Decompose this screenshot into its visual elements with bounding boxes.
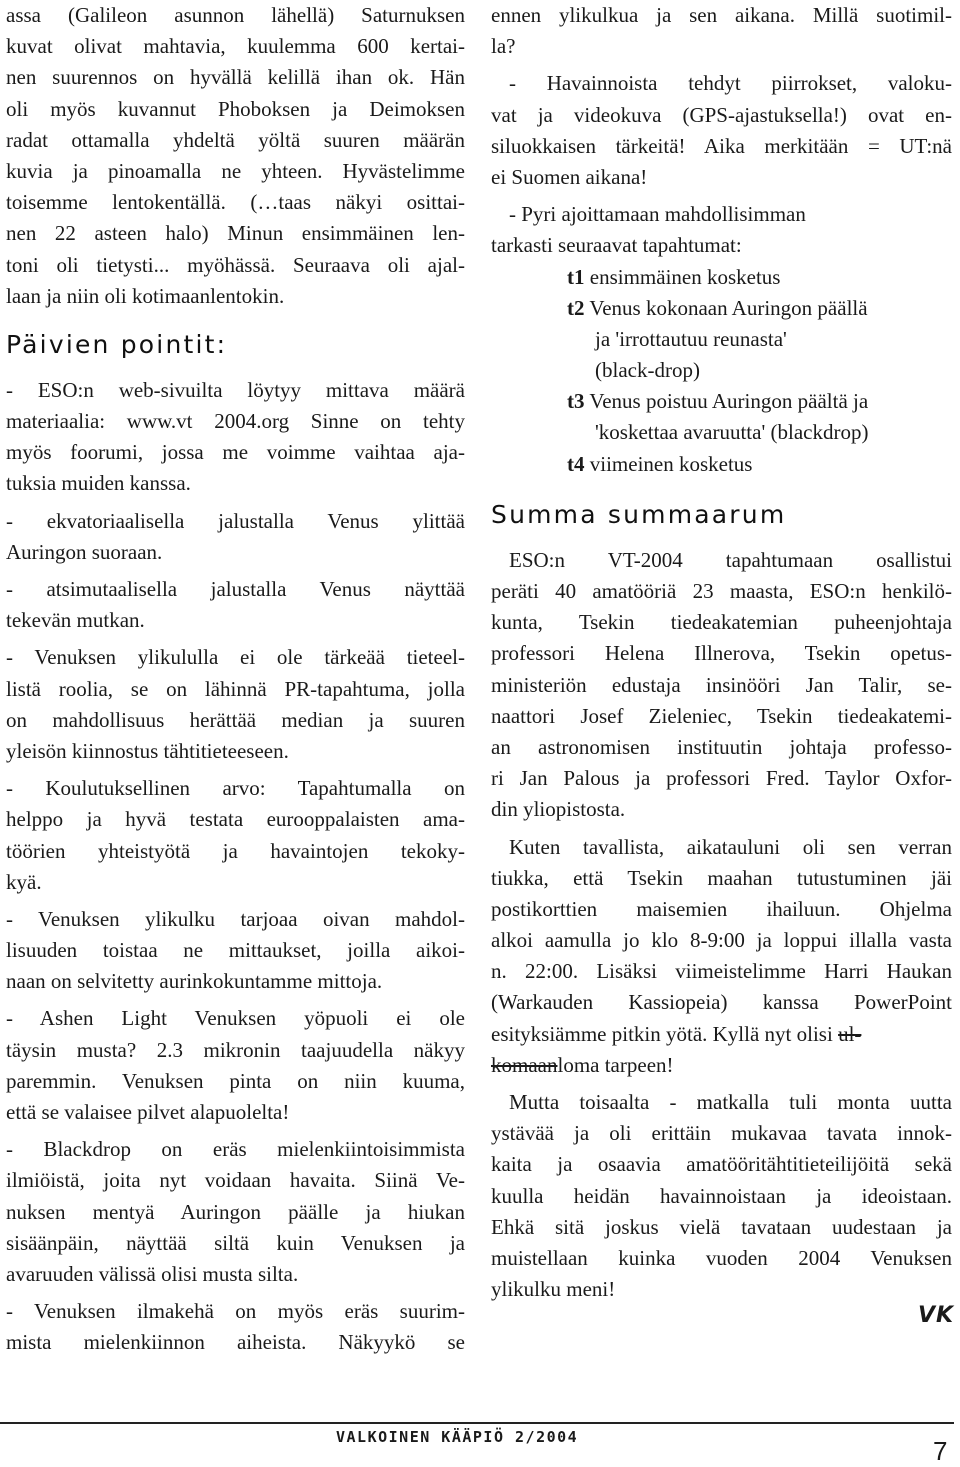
event-text: ensimmäinen kosketus (584, 264, 781, 289)
event-t3 (491, 386, 952, 417)
section-heading-paivien-pointit: Päivien pointit: (6, 329, 228, 359)
text-line: että se valaisee pilvet alapuolelta! (6, 1100, 290, 1124)
event-text: Venus kokonaan Auringon päällä (584, 295, 868, 320)
text-line: tuksia muiden kanssa. (6, 471, 191, 496)
text-line: tarkasti seuraavat tapahtumat: (491, 233, 742, 258)
text-line: ministeriön edustaja insinööri Jan Talir, se- (491, 672, 952, 697)
text-line: - Venuksen ylikululla ei ole tärkeää tieteel- (6, 645, 465, 670)
text-line (491, 1019, 952, 1050)
text-line: kyä. (6, 869, 42, 894)
text-line: mista mielenkiinnon aiheista. Näkyykö se (6, 1330, 465, 1355)
text-line: Mutta toisaalta - matkalla tuli monta uutta (509, 1090, 952, 1114)
left-column (6, 0, 465, 1359)
text-line: din yliopistosta. (491, 797, 626, 822)
text-line: kaita ja osaavia amatööritähtitieteilijöitä sekä (491, 1152, 952, 1177)
text-line: muistellaan kuinka vuoden 2004 Venuksen (491, 1245, 952, 1270)
text-line: oli myös kuvannut Phoboksen ja Deimoksen (6, 96, 465, 121)
text-line: tiukka, että Tsekin maahan tutustuminen jäi (491, 865, 952, 890)
text-line: avaruuden välissä olisi musta silta. (6, 1261, 299, 1286)
event-t2 (491, 293, 952, 324)
event-label: t2 (567, 295, 585, 320)
text-line: an astronomisen instituutin johtaja professo- (491, 734, 952, 759)
text-line: tekevän mutkan. (6, 608, 145, 633)
text-line: vat ja videokuva (GPS-ajastuksella!) ovat en- (491, 102, 952, 127)
text-line: - Blackdrop on eräs mielenkiintoisimmista (6, 1137, 465, 1162)
text-line: - Havainnoista tehdyt piirrokset, valoku- (509, 71, 952, 96)
text-line: Ehkä sitä joskus vielä tavataan uudestaan ja (491, 1214, 952, 1239)
text-line: töörien yhteistyötä ja havaintojen tekoky- (6, 838, 465, 863)
text-line: laan ja niin oli kotimaanlentokin. (6, 283, 285, 308)
text-line: kuulla heidän havainnoistaan ja ideoistaan. (491, 1183, 952, 1208)
text-line: naan on selvitetty aurinkokuntamme mittoja. (6, 969, 383, 994)
struck-text: komaan (491, 1052, 558, 1077)
event-text: viimeinen kosketus (584, 451, 753, 476)
event-text: Venus poistuu Auringon päältä ja (584, 389, 869, 414)
text-line: (Warkauden Kassiopeia) kanssa PowerPoint (491, 990, 952, 1015)
text-line: täysin musta? 2.3 mikronin taajuudella näkyy (6, 1037, 465, 1062)
text-line: professori Helena Illnerova, Tsekin opetus- (491, 641, 952, 666)
text-line: kunta, Tsekin tiedeakatemian puheenjohtaja (491, 610, 952, 635)
text-line: - Venuksen ylikulku tarjoaa oivan mahdol- (6, 906, 465, 931)
text-fragment: loma tarpeen! (557, 1052, 674, 1077)
text-line: - Pyri ajoittamaan mahdollisimman (509, 202, 806, 227)
event-text: 'koskettaa avaruutta' (blackdrop) (595, 420, 869, 445)
text-line: on mahdollisuus herättää median ja suuren (6, 707, 465, 732)
event-label: t3 (567, 389, 585, 414)
text-line: toisemme lentokentällä. (…taas näkyi osittai- (6, 190, 465, 215)
text-fragment: esityksiämme pitkin yötä. Kyllä nyt olisi (491, 1021, 839, 1046)
text-line: naattori Josef Zieleniec, Tsekin tiedeakatemi- (491, 703, 952, 728)
text-line: - Ashen Light Venuksen yöpuoli ei ole (6, 1006, 465, 1031)
text-line (491, 1050, 952, 1081)
footer-magazine-title: VALKOINEN KÄÄPIÖ 2/2004 (336, 1428, 579, 1446)
text-line: listä roolia, se on lähinnä PR-tapahtuma, jolla (6, 676, 465, 701)
text-line: ennen ylikulkua ja sen aikana. Millä suotimil- (491, 3, 952, 27)
text-line: toni oli tietysti... myöhässä. Seuraava oli ajal- (6, 252, 465, 277)
text-line: - atsimutaalisella jalustalla Venus näyttää (6, 577, 465, 601)
text-line: helppo ja hyvä testata eurooppalaisten ama- (6, 807, 465, 832)
event-text: ja 'irrottautuu reunasta' (595, 326, 787, 351)
struck-text: ul- (838, 1021, 862, 1046)
text-line: - Koulutuksellinen arvo: Tapahtumalla on (6, 776, 465, 801)
text-line: nen 22 asteen halo) Minun ensimmäinen len- (6, 221, 465, 246)
event-label: t1 (567, 264, 585, 289)
right-column (491, 0, 952, 1305)
text-line: ylikulku meni! (491, 1277, 616, 1302)
text-line: - Venuksen ilmakehä on myös eräs suurim- (6, 1299, 465, 1324)
text-line: lisuuden toistaa ne mittaukset, joilla aikoi- (6, 938, 465, 963)
text-line: - ekvatoriaalisella jalustalla Venus ylittää (6, 508, 465, 533)
text-line: paremmin. Venuksen pinta on niin kuuma, (6, 1068, 465, 1093)
text-line: kuvat olivat mahtavia, kuulemma 600 kertai- (6, 34, 465, 59)
event-text: (black-drop) (595, 358, 700, 383)
text-line: Kuten tavallista, aikatauluni oli sen verran (509, 834, 952, 859)
footer-divider (0, 1422, 954, 1424)
text-line: myös foorumi, jossa me voimme vaihtaa aja- (6, 440, 465, 465)
event-label: t4 (567, 451, 585, 476)
text-line: nuksen mentyä Auringon päälle ja hiukan (6, 1199, 465, 1224)
text-line: radat ottamalla yhdeltä yöltä suuren määrän (6, 127, 465, 152)
text-line: ESO:n VT-2004 tapahtumaan osallistui (509, 547, 952, 572)
text-line: kuvia ja pinoamalla ne yhteen. Hyvästelimme (6, 158, 465, 183)
text-line: Auringon suoraan. (6, 539, 163, 564)
text-line: peräti 40 amatööriä 23 maasta, ESO:n henkilö- (491, 579, 952, 603)
text-line: siluokkaisen tärkeitä! Aika merkitään = UT:nä (491, 133, 952, 158)
text-line: materiaalia: www.vt 2004.org Sinne on tehty (6, 409, 465, 434)
text-line: sisäänpäin, näyttää siltä kuin Venuksen ja (6, 1230, 465, 1255)
event-t1 (491, 262, 952, 293)
section-heading-summa-summaarum: Summa summaarum (491, 499, 787, 529)
text-line: ei Suomen aikana! (491, 164, 648, 189)
text-line: yleisön kiinnostus tähtitieteeseen. (6, 738, 289, 763)
text-line: - ESO:n web-sivuilta löytyy mittava määrä (6, 377, 465, 402)
text-line: assa (Galileon asunnon lähellä) Saturnuksen (6, 3, 465, 27)
text-line: la? (491, 34, 516, 59)
author-signature: VK (918, 1303, 955, 1328)
text-line: ri Jan Palous ja professori Fred. Taylor Oxfor- (491, 766, 952, 791)
text-line: nen suurennos on hyvällä kelillä ihan ok. Hän (6, 65, 465, 90)
text-line: ystävää ja oli erittäin mukavaa tavata innok- (491, 1121, 952, 1146)
event-t4 (491, 449, 952, 480)
text-line: ilmiöistä, joita nyt voidaan havaita. Siinä Ve- (6, 1168, 465, 1193)
text-line: n. 22:00. Lisäksi viimeistelimme Harri Haukan (491, 959, 952, 984)
text-line: postikorttien maisemien ihailuun. Ohjelma (491, 896, 952, 921)
text-line: alkoi aamulla jo klo 8-9:00 ja loppui illalla vasta (491, 928, 952, 953)
page-number: 7 (933, 1436, 948, 1466)
